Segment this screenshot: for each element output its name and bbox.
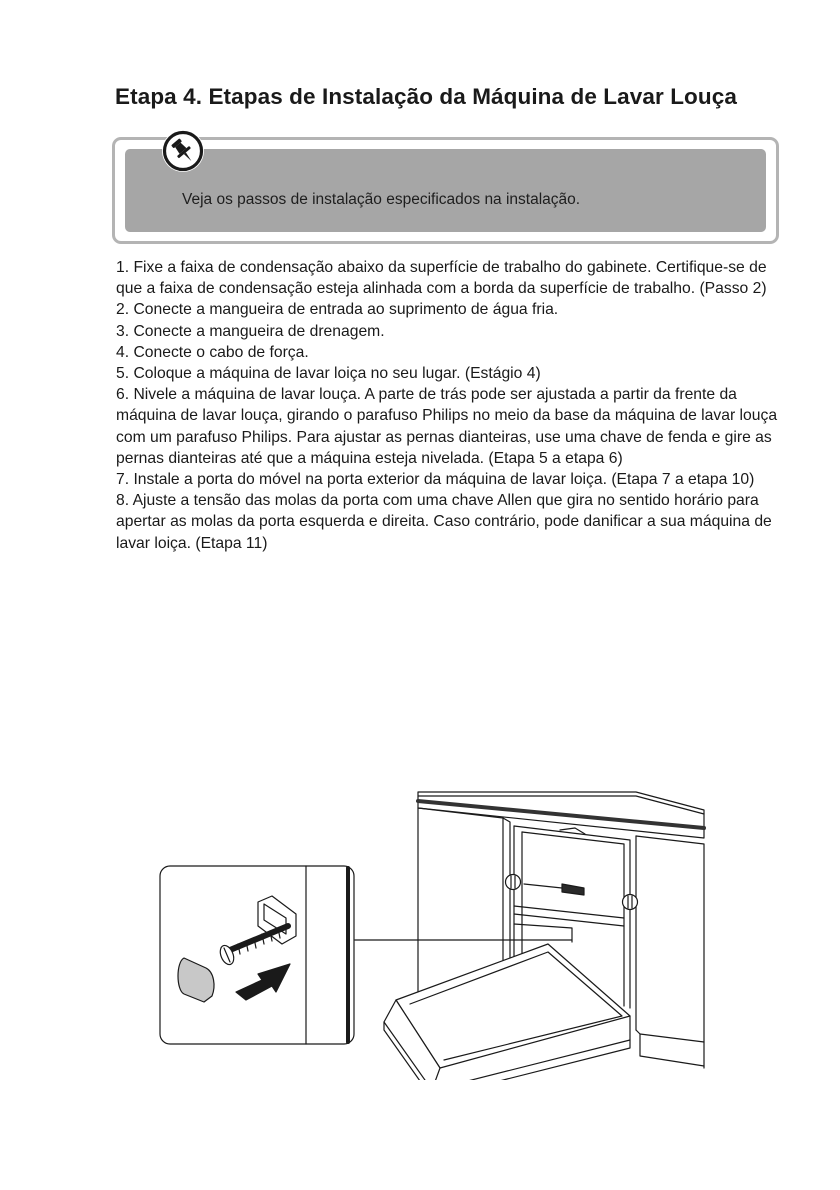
note-text: Veja os passos de instalação especificados na instalação. (182, 191, 581, 208)
step-6: 6. Nivele a máquina de lavar louça. A parte de trás pode ser ajustada a partir da frente da máquina de lavar louça, girando o parafuso Philips no meio da base da máquina de lavar louça com um parafuso Philips. Para ajustar as pernas dianteiras, use uma chave de fenda e gire as pernas dianteiras até que a máquina esteja nivelada. (Etapa 5 a etapa 6) (116, 386, 778, 467)
screw-marker-right (623, 895, 638, 910)
step-8: 8. Ajuste a tensão das molas da porta com uma chave Allen que gira no sentido horário para apertar as molas da porta esquerda e direita. Caso contrário, pode danificar a sua máquina de lavar loiça. (Etapa 11) (116, 492, 772, 552)
note-box (112, 137, 779, 244)
page-title: Etapa 4. Etapas de Instalação da Máquina de Lavar Louça (115, 84, 737, 109)
step-3: 3. Conecte a mangueira de drenagem. (116, 322, 385, 340)
step-1: 1. Fixe a faixa de condensação abaixo da superfície de trabalho do gabinete. Certifique-se de que a faixa de condensação esteja alinhada com a borda da superfície de trabalho. (Passo 2) (116, 259, 767, 298)
note-panel (125, 149, 766, 232)
step-5: 5. Coloque a máquina de lavar loiça no seu lugar. (Estágio 4) (116, 365, 541, 383)
dishwasher-door (384, 944, 630, 1080)
screw-marker-left (506, 875, 521, 890)
installation-steps (116, 257, 786, 554)
pushpin-icon (162, 130, 204, 172)
step-4: 4. Conecte o cabo de força. (116, 343, 309, 361)
dishwasher-installation-illustration (150, 780, 710, 1080)
screwdriver (524, 884, 584, 895)
step-2: 2. Conecte a mangueira de entrada ao suprimento de água fria. (116, 301, 559, 319)
right-cabinet (636, 836, 704, 1068)
step-7: 7. Instale a porta do móvel na porta exterior da máquina de lavar loiça. (Etapa 7 a etapa 10) (116, 471, 755, 489)
detail-inset (160, 866, 354, 1044)
